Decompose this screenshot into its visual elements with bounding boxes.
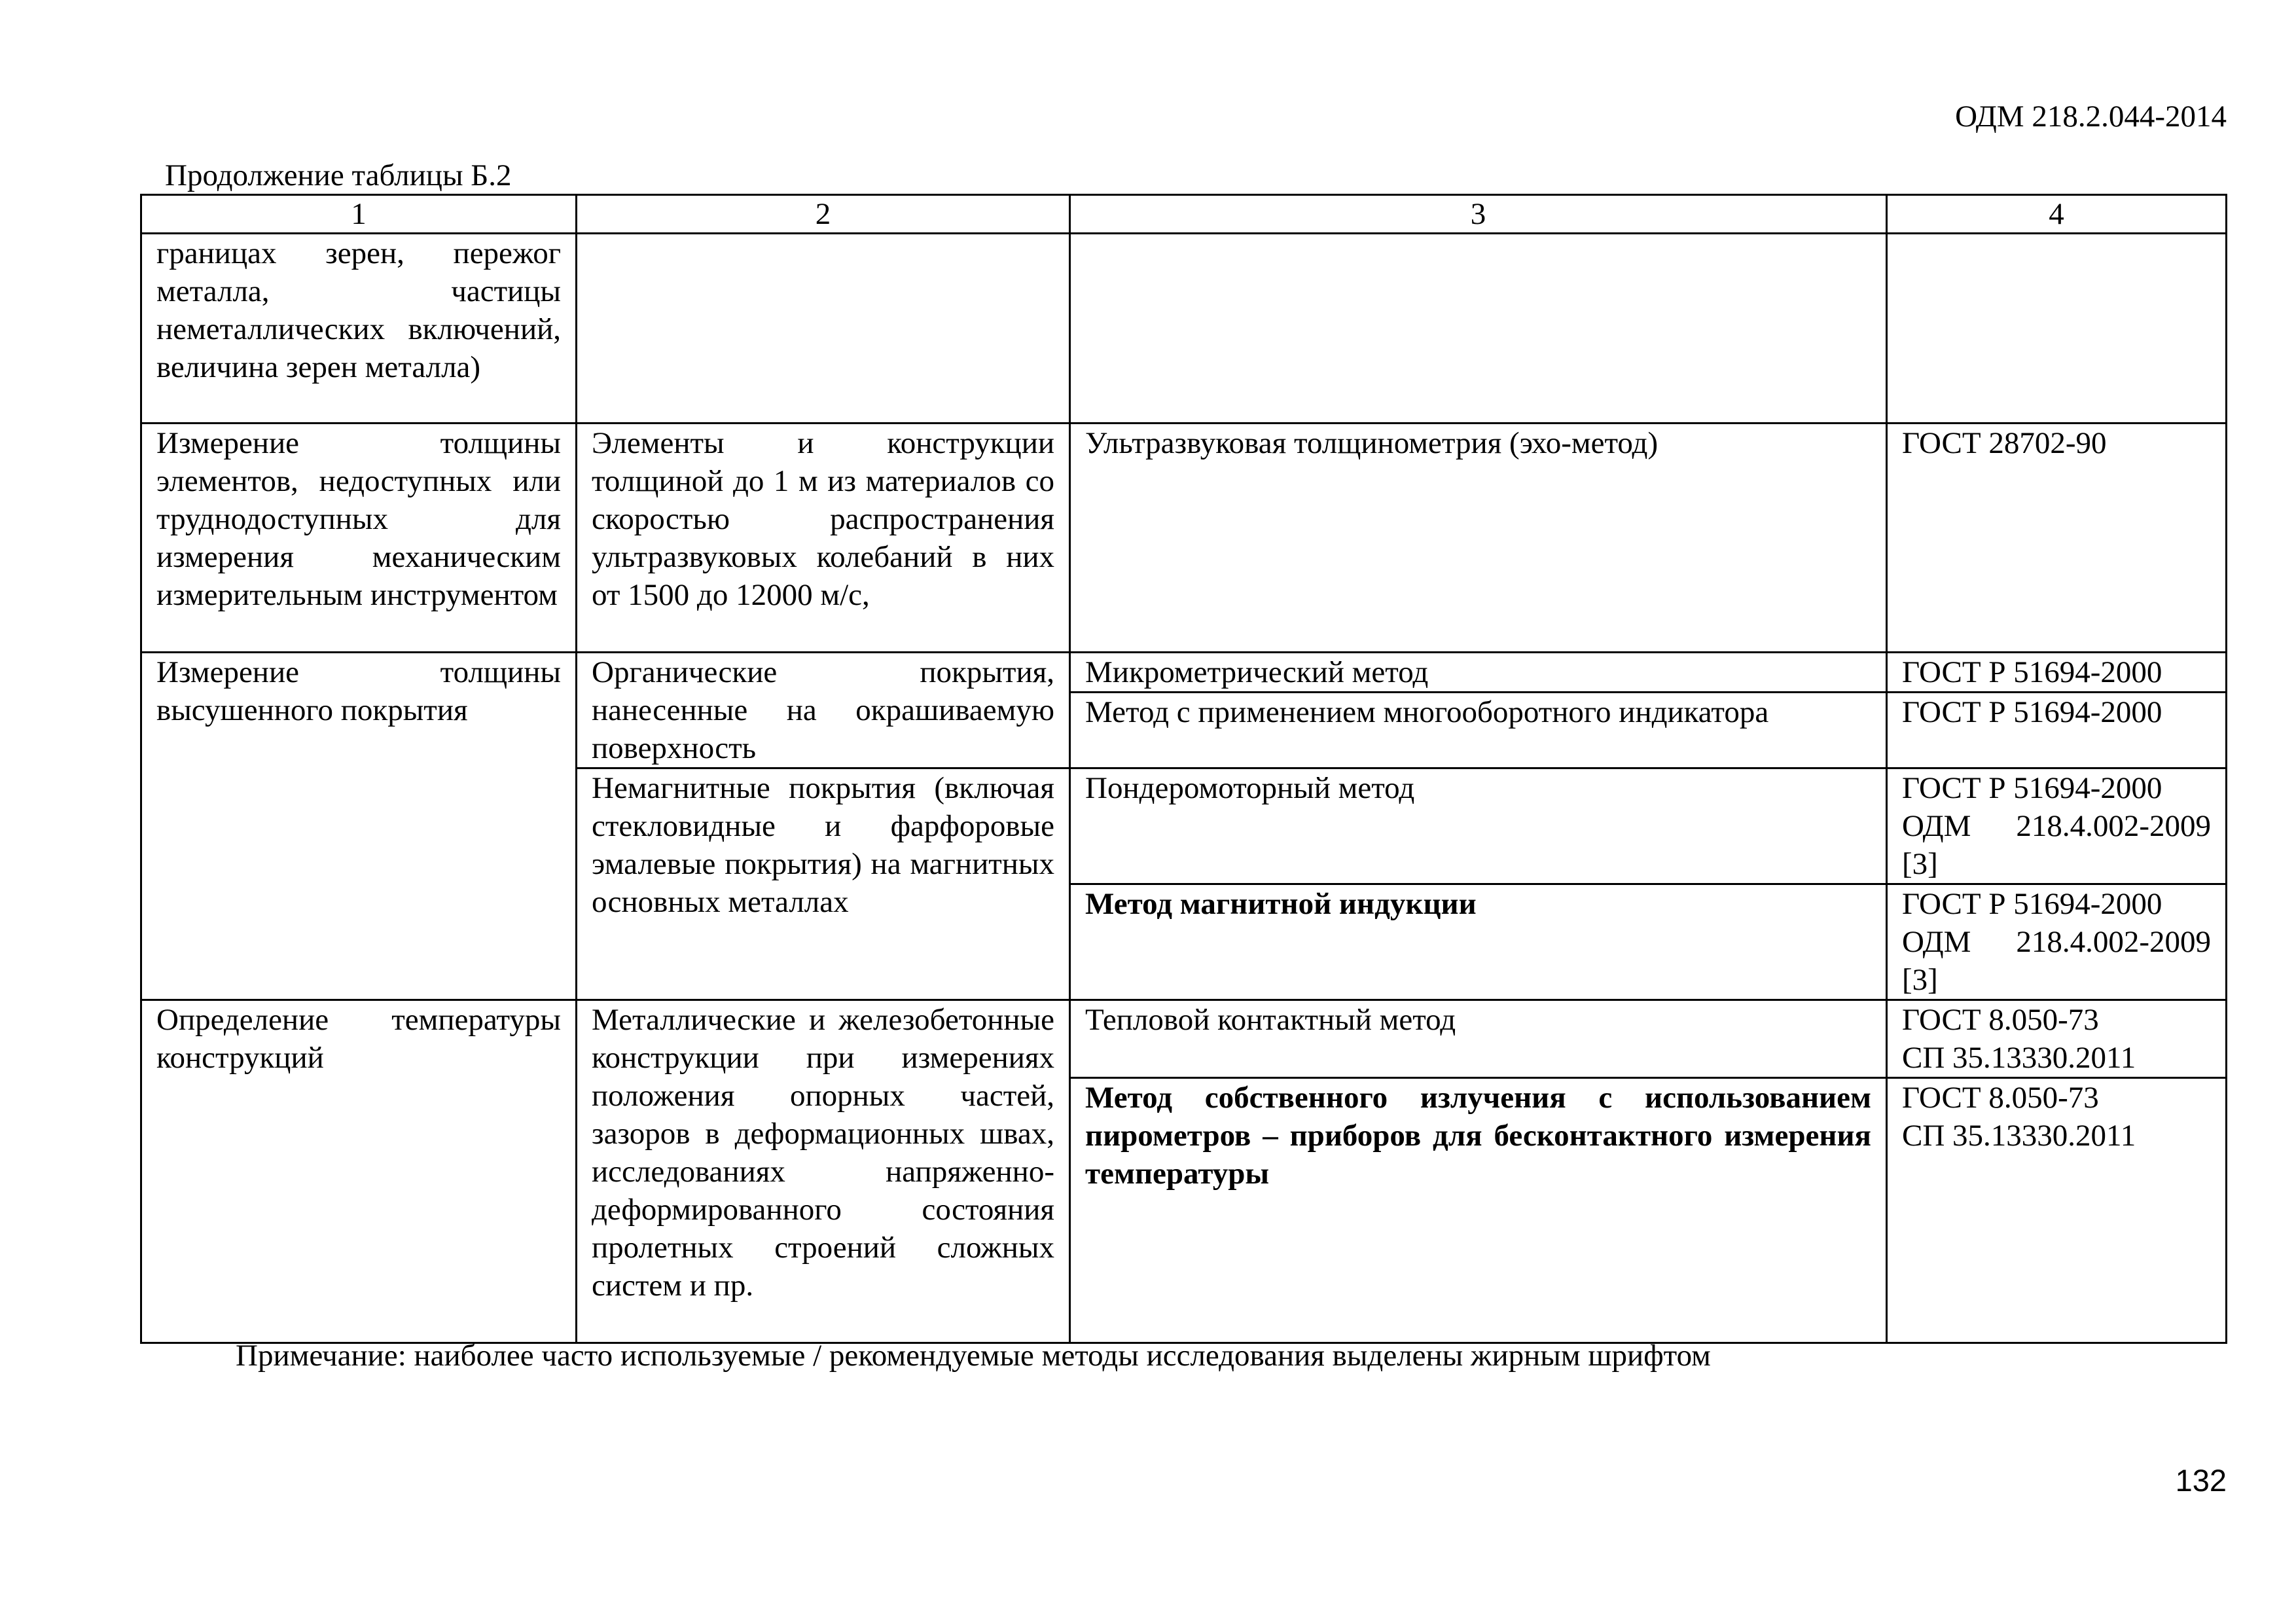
object-cell: границах зерен, пережог металла, частицы неметаллических включений, величина зерен металла) <box>141 234 577 424</box>
col-header-2: 2 <box>577 195 1070 234</box>
object-cell: Измерение толщины элементов, недоступных или труднодоступных для измерения механическим измерительным инструментом <box>141 424 577 653</box>
page-number: 132 <box>2175 1463 2227 1498</box>
standard-line: ОДМ 218.4.002-2009 <box>1902 809 2211 843</box>
method-cell: Микрометрический метод <box>1070 653 1887 693</box>
table-row <box>141 424 2227 653</box>
object-cell: Определение температуры конструкций <box>141 1000 577 1343</box>
standard-cell <box>1887 1078 2227 1343</box>
standard-cell <box>1887 1000 2227 1078</box>
method-cell-recommended: Метод магнитной индукции <box>1070 884 1887 1000</box>
col-header-1: 1 <box>141 195 577 234</box>
table-row <box>141 234 2227 424</box>
standard-line: СП 35.13330.2011 <box>1902 1119 2136 1153</box>
standard-cell: ГОСТ 28702-90 <box>1887 424 2227 653</box>
standard-line: ГОСТ 8.050-73 <box>1902 1081 2099 1115</box>
scope-cell: Элементы и конструкции толщиной до 1 м из материалов со скоростью распространения ультразвуковых колебаний в них от 1500 до 12000 м/с, <box>577 424 1070 653</box>
standard-line: ГОСТ 8.050-73 <box>1902 1003 2099 1037</box>
standard-line: [3] <box>1902 963 1938 997</box>
method-cell: Пондеромоторный метод <box>1070 768 1887 884</box>
standard-cell <box>1887 884 2227 1000</box>
methods-table <box>140 194 2227 1344</box>
method-cell-recommended: Метод собственного излучения с использованием пирометров – приборов для бесконтактного измерения температуры <box>1070 1078 1887 1343</box>
scope-cell: Металлические и железобетонные конструкции при измерениях положения опорных частей, зазоров в деформационных швах, исследованиях напряженно-деформированного состояния пролетных строений сложных систем и пр. <box>577 1000 1070 1343</box>
column-number-row <box>141 195 2227 234</box>
standard-line: ГОСТ Р 51694-2000 <box>1902 887 2162 921</box>
object-cell: Измерение толщины высушенного покрытия <box>141 653 577 1000</box>
standard-line: [3] <box>1902 847 1938 881</box>
col-header-3: 3 <box>1070 195 1887 234</box>
standard-cell <box>1887 234 2227 424</box>
scope-cell: Органические покрытия, нанесенные на окрашиваемую поверхность <box>577 653 1070 768</box>
method-cell <box>1070 234 1887 424</box>
standard-cell <box>1887 768 2227 884</box>
standard-line: СП 35.13330.2011 <box>1902 1041 2136 1075</box>
method-cell: Ультразвуковая толщинометрия (эхо-метод) <box>1070 424 1887 653</box>
method-cell: Тепловой контактный метод <box>1070 1000 1887 1078</box>
table-row <box>141 1000 2227 1078</box>
table-row <box>141 653 2227 693</box>
standard-line: ОДМ 218.4.002-2009 <box>1902 925 2211 959</box>
col-header-4: 4 <box>1887 195 2227 234</box>
scope-cell: Немагнитные покрытия (включая стекловидные и фарфоровые эмалевые покрытия) на магнитных основных металлах <box>577 768 1070 1000</box>
standard-cell: ГОСТ Р 51694-2000 <box>1887 693 2227 768</box>
standard-line: ГОСТ Р 51694-2000 <box>1902 771 2162 805</box>
table-caption: Продолжение таблицы Б.2 <box>165 158 512 192</box>
document-code: ОДМ 218.2.044-2014 <box>1955 99 2227 134</box>
method-cell: Метод с применением многооборотного индикатора <box>1070 693 1887 768</box>
table-note: Примечание: наиболее часто используемые / рекомендуемые методы исследования выделены жирным шрифтом <box>236 1339 1711 1373</box>
standard-cell: ГОСТ Р 51694-2000 <box>1887 653 2227 693</box>
scope-cell <box>577 234 1070 424</box>
